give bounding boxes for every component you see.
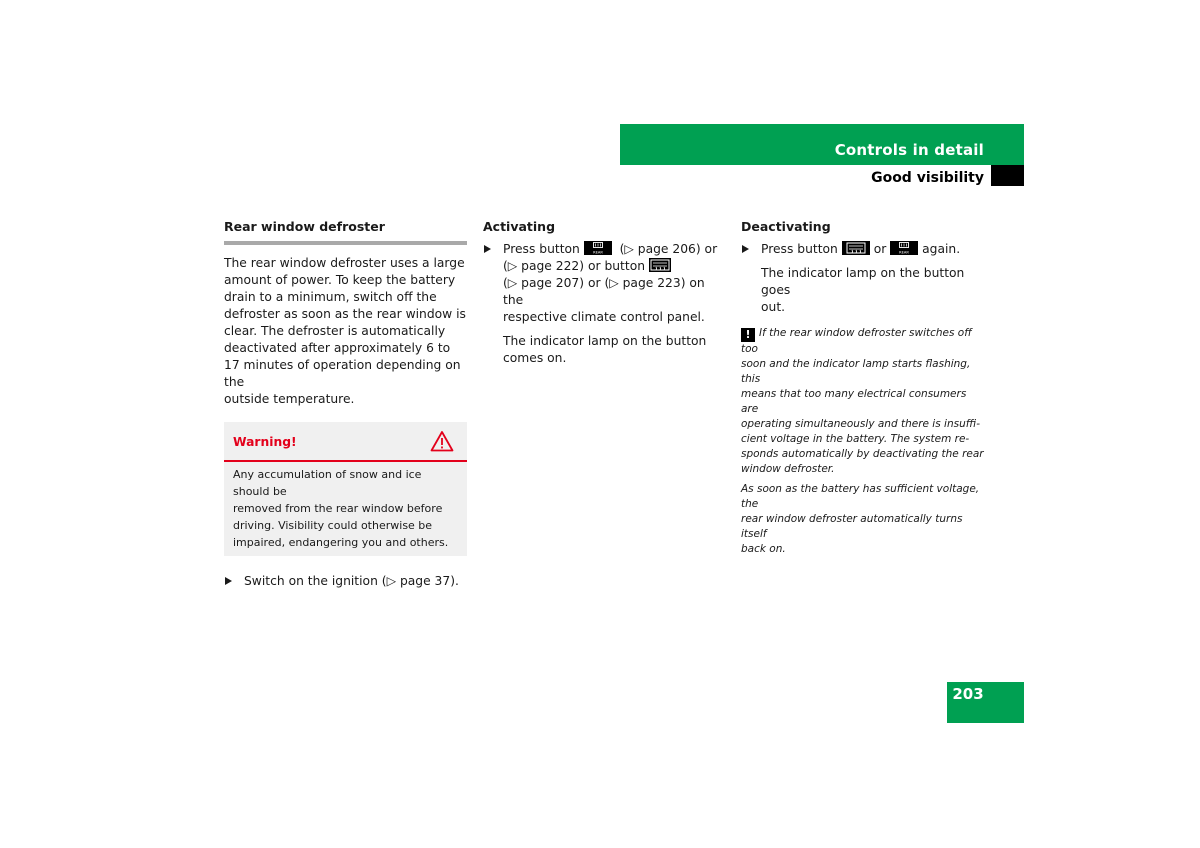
svg-text:REAR: REAR xyxy=(592,250,603,255)
column-activating xyxy=(483,218,721,367)
deactivating-result: The indicator lamp on the button goes out. xyxy=(761,266,965,314)
heated-window-button-icon xyxy=(842,241,870,255)
rear-defroster-button-icon xyxy=(890,241,918,255)
heading-deactivating: Deactivating xyxy=(741,219,831,234)
bullet-arrow-icon xyxy=(225,577,232,585)
warning-title: Warning! xyxy=(233,435,297,449)
bullet-arrow-icon xyxy=(742,245,749,253)
heading-activating: Activating xyxy=(483,219,556,234)
note-auto-reactivation: As soon as the battery has sufficient voltage, the rear window defroster automatically turns itself back on. xyxy=(741,483,980,555)
column-deactivating xyxy=(741,218,984,557)
heading-rear-window-defroster: Rear window defroster xyxy=(224,219,385,234)
heading-rule xyxy=(224,241,467,245)
svg-text:REAR: REAR xyxy=(899,250,910,255)
heated-window-button-icon xyxy=(649,258,671,272)
column-rear-window-defroster xyxy=(224,218,467,590)
header-marker xyxy=(991,165,1024,186)
subsection-title: Good visibility xyxy=(871,170,984,186)
exclamation-icon: ! xyxy=(741,328,755,342)
warning-triangle-icon xyxy=(430,430,454,457)
warning-header xyxy=(224,422,467,462)
intro-text: The rear window defroster uses a large amount of power. To keep the battery drain to a minimum, switch off the defroster as soon as the rear window is clear. The defroster is automatically deactivated after approximately 6 to 17 minutes of operation depending on the outside temperature. xyxy=(224,256,466,406)
section-title: Controls in detail xyxy=(834,141,984,159)
activating-result: The indicator lamp on the button comes on. xyxy=(503,334,707,365)
step-press-button-again: Press button or REAR again. xyxy=(741,241,984,258)
note-battery-voltage: ! If the rear window defroster switches off too soon and the indicator lamp starts flashing, this means that too many electrical consumers are operating simultaneously and there is insuffi- cient voltage in the battery. The system re- sponds automatically by deactivating the rear window defroster. xyxy=(741,327,984,475)
step-press-button: Press button REAR (▷ page 206) or (▷ page 222) or button (▷ page 207) or (▷ page 223) on the respective climate control panel. xyxy=(483,241,721,326)
page-number: 203 xyxy=(952,685,984,703)
warning-text: Any accumulation of snow and ice should be removed from the rear window before driving. Visibility could otherwise be impaired, endangering you and others. xyxy=(233,468,449,549)
page-number-box xyxy=(947,682,1024,723)
bullet-arrow-icon xyxy=(484,245,491,253)
warning-box xyxy=(224,422,467,556)
rear-defroster-button-icon xyxy=(584,241,612,255)
step-switch-on-ignition: Switch on the ignition (▷ page 37). xyxy=(224,573,467,590)
